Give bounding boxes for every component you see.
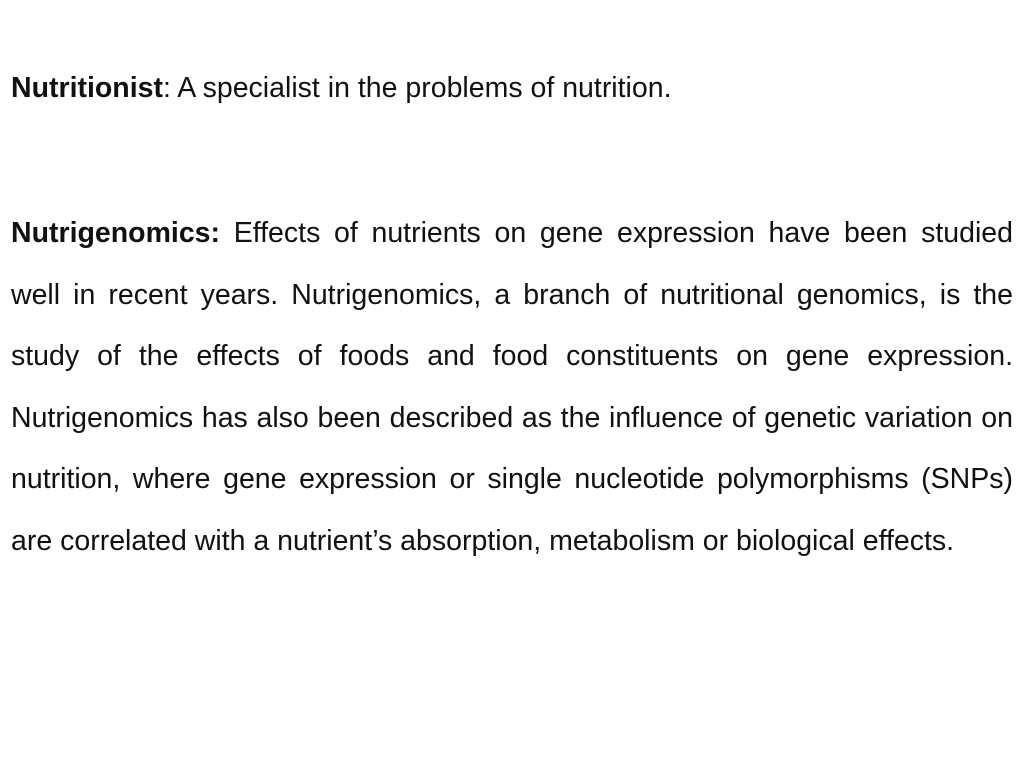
definition-nutritionist: A specialist in the problems of nutrition. — [170, 72, 672, 104]
term-nutrigenomics: Nutrigenomics: — [11, 217, 221, 249]
nutritionist-definition — [11, 69, 1013, 107]
term-nutritionist: Nutritionist — [11, 72, 163, 104]
term-separator: : — [162, 72, 171, 104]
nutrigenomics-definition — [11, 203, 1013, 572]
definition-nutrigenomics: Effects of nutrients on gene expression have been studied well in recent years. Nutrigenomics, a branch of nutritional genomics, is the study of the effects of foods and food constituents on gene expression. Nutrigenomics has also been described as the influence of genetic variation on nutrition, where gene expression or single nucleotide polymorphisms (SNPs) are correlated with a nutrient’s absorption, metabolism or biological effects. — [11, 217, 1013, 557]
